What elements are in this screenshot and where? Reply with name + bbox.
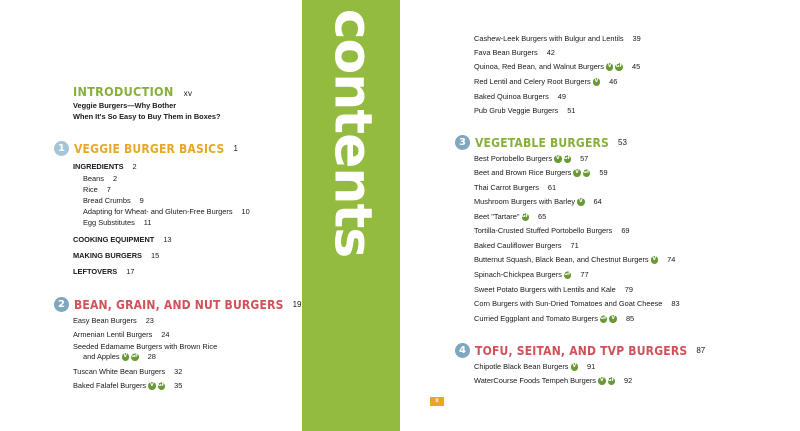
chapter-3-number: 3 xyxy=(455,135,470,150)
entry-page: 35 xyxy=(174,381,183,390)
entry-label: Pub Grub Veggie Burgers xyxy=(474,106,559,115)
toc-entry-baked-quinoa[interactable] xyxy=(474,92,566,101)
toc-entry-mushroom-barley[interactable] xyxy=(474,197,602,206)
entry-label: Beet and Brown Rice Burgers xyxy=(474,168,572,177)
gluten-free-badge-icon: GF xyxy=(563,155,572,162)
entry-label-continued: and Apples xyxy=(83,352,120,361)
vegan-badge-icon: V xyxy=(575,169,580,176)
toc-entry-bread-crumbs[interactable] xyxy=(83,196,144,205)
entry-page: 28 xyxy=(147,352,156,361)
page-number-folio: x xyxy=(430,397,444,406)
chapter-3-heading[interactable] xyxy=(455,135,627,150)
toc-entry-baked-cauliflower[interactable] xyxy=(474,241,579,250)
entry-label: Baked Cauliflower Burgers xyxy=(474,241,562,250)
toc-entry-tuscan-white-bean[interactable] xyxy=(73,367,182,376)
toc-entry-easy-bean[interactable] xyxy=(73,316,154,325)
gluten-free-badge-icon: GF xyxy=(599,315,608,322)
toc-entry-armenian-lentil[interactable] xyxy=(73,330,170,339)
toc-entry-sweet-potato[interactable] xyxy=(474,285,633,294)
toc-entry-best-portobello[interactable] xyxy=(474,154,588,163)
vegan-badge-icon: V xyxy=(607,63,612,70)
section-page: 13 xyxy=(163,235,172,244)
section-page: 17 xyxy=(126,267,135,276)
chapter-1-number: 1 xyxy=(54,141,69,156)
toc-entry-beet-tartare[interactable] xyxy=(474,212,546,221)
toc-entry-watercourse-tempeh[interactable] xyxy=(474,376,632,385)
gluten-free-badge-icon: GF xyxy=(131,353,139,360)
chapter-1-heading[interactable] xyxy=(54,141,238,156)
entry-page: 39 xyxy=(632,34,641,43)
entry-label: Fava Bean Burgers xyxy=(474,48,538,57)
entry-label: Best Portobello Burgers xyxy=(474,154,553,163)
gluten-free-badge-icon: GF xyxy=(521,213,530,220)
toc-section-cooking-equipment[interactable] xyxy=(73,235,172,244)
entry-page: 57 xyxy=(580,154,589,163)
toc-entry-rice[interactable] xyxy=(83,185,111,194)
toc-entry-beans[interactable] xyxy=(83,174,117,183)
entry-page: 46 xyxy=(609,77,618,86)
introduction-page: xv xyxy=(183,89,193,98)
entry-page: 74 xyxy=(667,255,676,264)
chapter-4-title: TOFU, SEITAN, AND TVP BURGERS xyxy=(475,343,688,358)
chapter-4-number: 4 xyxy=(455,343,470,358)
entry-label: Seeded Edamame Burgers with Brown Rice xyxy=(73,342,218,351)
entry-page: 11 xyxy=(143,218,152,227)
entry-page: 65 xyxy=(538,212,547,221)
entry-label: Adapting for Wheat- and Gluten-Free Burgers xyxy=(83,207,233,216)
entry-label: Thai Carrot Burgers xyxy=(474,183,539,192)
introduction-subtitle-1: Veggie Burgers—Why Bother xyxy=(73,101,177,110)
section-page: 2 xyxy=(132,162,137,171)
vegan-badge-icon: V xyxy=(599,377,604,384)
entry-label: Egg Substitutes xyxy=(83,218,135,227)
entry-page: 85 xyxy=(625,314,635,323)
toc-entry-chipotle-black-bean[interactable] xyxy=(474,362,595,371)
entry-page: 23 xyxy=(145,316,154,325)
entry-page: 79 xyxy=(624,285,633,294)
chapter-1-page: 1 xyxy=(233,144,238,153)
chapter-3-page: 53 xyxy=(618,138,627,147)
entry-page: 32 xyxy=(174,367,183,376)
entry-label: Rice xyxy=(83,185,98,194)
vegan-badge-icon: V xyxy=(555,155,560,162)
entry-page: 71 xyxy=(570,241,579,250)
toc-entry-red-lentil-celery[interactable] xyxy=(474,77,617,86)
toc-entry-egg-substitutes[interactable] xyxy=(83,218,151,227)
section-label: INGREDIENTS xyxy=(73,162,124,171)
entry-page: 51 xyxy=(567,106,576,115)
chapter-2-title: BEAN, GRAIN, AND NUT BURGERS xyxy=(74,297,284,312)
entry-label: WaterCourse Foods Tempeh Burgers xyxy=(474,376,596,385)
entry-label: Quinoa, Red Bean, and Walnut Burgers xyxy=(474,62,604,71)
introduction-heading[interactable] xyxy=(73,84,192,99)
entry-page: 91 xyxy=(587,362,596,371)
chapter-2-heading[interactable] xyxy=(54,297,301,312)
vegan-badge-icon: V xyxy=(652,256,657,263)
entry-page: 24 xyxy=(161,330,170,339)
toc-entry-seeded-edamame-line2[interactable] xyxy=(83,352,156,361)
entry-label: Baked Falafel Burgers xyxy=(73,381,147,390)
gluten-free-badge-icon: GF xyxy=(615,63,623,70)
entry-label: Butternut Squash, Black Bean, and Chestnut Burgers xyxy=(474,255,649,264)
toc-entry-thai-carrot[interactable] xyxy=(474,183,556,192)
toc-section-making-burgers[interactable] xyxy=(73,251,159,260)
contents-spine-band xyxy=(302,0,400,431)
entry-page: 42 xyxy=(546,48,555,57)
toc-entry-curried-eggplant[interactable] xyxy=(474,314,634,323)
vegan-badge-icon: V xyxy=(123,353,128,360)
entry-label: Baked Quinoa Burgers xyxy=(474,92,549,101)
entry-page: 61 xyxy=(547,183,557,192)
entry-label: Tortilla-Crusted Stuffed Portobello Burgers xyxy=(474,226,613,235)
section-label: LEFTOVERS xyxy=(73,267,118,276)
entry-label: Bread Crumbs xyxy=(83,196,131,205)
entry-label: Mushroom Burgers with Barley xyxy=(474,197,576,206)
section-label: MAKING BURGERS xyxy=(73,251,142,260)
toc-section-ingredients[interactable] xyxy=(73,162,137,171)
chapter-4-page: 87 xyxy=(696,346,706,355)
entry-label: Tuscan White Bean Burgers xyxy=(73,367,166,376)
entry-page: 64 xyxy=(593,197,602,206)
entry-page: 9 xyxy=(139,196,144,205)
toc-section-leftovers[interactable] xyxy=(73,267,134,276)
entry-label: Easy Bean Burgers xyxy=(73,316,137,325)
toc-entry-fava-bean[interactable] xyxy=(474,48,555,57)
toc-entry-beet-brown-rice[interactable] xyxy=(474,168,608,177)
entry-label: Corn Burgers with Sun-Dried Tomatoes and Goat Cheese xyxy=(474,299,663,308)
entry-label: Armenian Lentil Burgers xyxy=(73,330,153,339)
toc-entry-butternut-squash[interactable] xyxy=(474,255,675,264)
entry-label: Sweet Potato Burgers with Lentils and Kale xyxy=(474,285,616,294)
gluten-free-badge-icon: GF xyxy=(157,382,166,389)
introduction-title: INTRODUCTION xyxy=(73,84,174,99)
vegan-badge-icon: V xyxy=(149,382,154,389)
entry-page: 83 xyxy=(671,299,680,308)
chapter-3-title: VEGETABLE BURGERS xyxy=(475,135,610,150)
entry-page: 49 xyxy=(557,92,567,101)
gluten-free-badge-icon: GF xyxy=(582,169,591,176)
section-page: 15 xyxy=(150,251,160,260)
contents-title: contents xyxy=(322,8,382,258)
entry-page: 69 xyxy=(621,226,630,235)
entry-label: Beans xyxy=(83,174,104,183)
section-label: COOKING EQUIPMENT xyxy=(73,235,155,244)
gluten-free-badge-icon: GF xyxy=(607,377,616,384)
chapter-4-heading[interactable] xyxy=(455,343,705,358)
toc-entry-pub-grub[interactable] xyxy=(474,106,575,115)
vegan-badge-icon: V xyxy=(611,315,616,322)
toc-entry-spinach-chickpea[interactable] xyxy=(474,270,589,279)
toc-entry-cashew-leek[interactable] xyxy=(474,34,641,43)
entry-label: Spinach-Chickpea Burgers xyxy=(474,270,562,279)
entry-label: Cashew-Leek Burgers with Bulgur and Lentils xyxy=(474,34,624,43)
toc-entry-wheat-gluten-free[interactable] xyxy=(83,207,250,216)
toc-entry-quinoa-red-bean[interactable] xyxy=(474,62,640,71)
left-page xyxy=(0,0,302,431)
vegan-badge-icon: V xyxy=(572,363,577,370)
entry-page: 7 xyxy=(106,185,111,194)
gluten-free-badge-icon: GF xyxy=(563,271,572,278)
entry-label: Chipotle Black Bean Burgers xyxy=(474,362,569,371)
vegan-badge-icon: V xyxy=(594,78,599,85)
entry-page: 92 xyxy=(624,376,633,385)
entry-label: Beet "Tartare" xyxy=(474,212,520,221)
entry-label: Curried Eggplant and Tomato Burgers xyxy=(474,314,598,323)
entry-page: 77 xyxy=(580,270,589,279)
contents-title-wrapper xyxy=(310,8,394,258)
entry-page: 45 xyxy=(631,62,641,71)
introduction-subtitle-2: When It's So Easy to Buy Them in Boxes? xyxy=(73,112,221,121)
chapter-1-title: VEGGIE BURGER BASICS xyxy=(74,141,225,156)
vegan-badge-icon: V xyxy=(578,198,583,205)
entry-page: 59 xyxy=(599,168,608,177)
entry-page: 10 xyxy=(241,207,250,216)
toc-entry-seeded-edamame-line1[interactable] xyxy=(73,342,217,351)
toc-entry-baked-falafel[interactable] xyxy=(73,381,182,390)
toc-entry-corn-burgers[interactable] xyxy=(474,299,680,308)
chapter-2-page: 19 xyxy=(292,300,302,309)
toc-entry-tortilla-crusted[interactable] xyxy=(474,226,630,235)
entry-label: Red Lentil and Celery Root Burgers xyxy=(474,77,591,86)
entry-page: 2 xyxy=(112,174,118,183)
chapter-2-number: 2 xyxy=(54,297,69,312)
